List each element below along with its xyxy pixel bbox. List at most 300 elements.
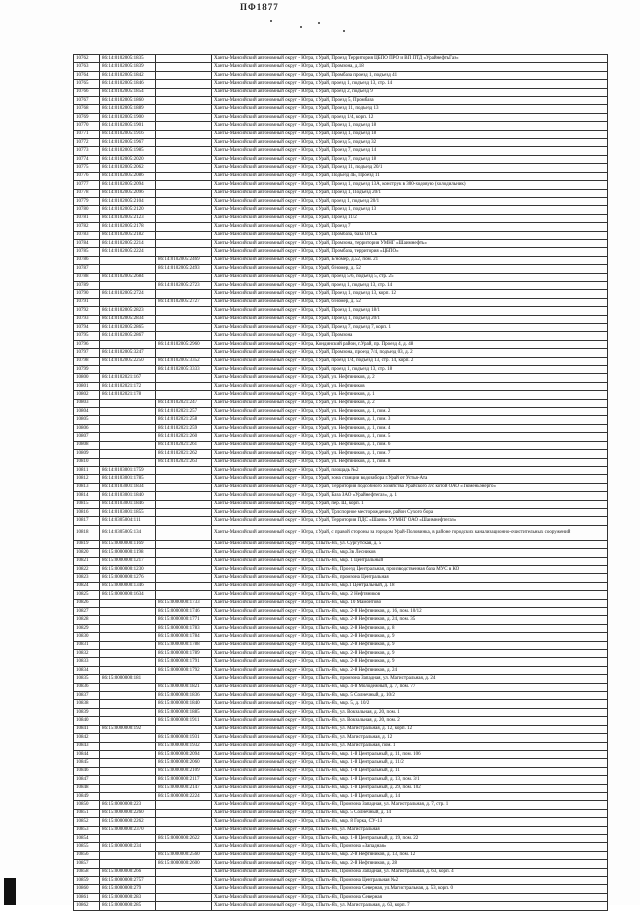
row-number: 10862 [74,902,100,910]
table-row [74,324,608,332]
cadastral-number: 86:14:0102021:172 [100,382,156,390]
address-cell: Ханты-Мансийский автономный округ - Югра, г.Пыть-Ях, мкр. 10 Мамонтово [212,599,608,607]
cadastral-number-alt [156,223,212,231]
cadastral-number-alt [156,315,212,323]
table-row [74,290,608,298]
row-number: 10772 [74,139,100,147]
address-cell: Ханты-Мансийский автономный округ - Югра, г.Урай, проезд 2, подъезд 9 [212,88,608,96]
row-number: 10846 [74,767,100,775]
row-number: 10803 [74,399,100,407]
address-cell: Ханты-Мансийский автономный округ - Югра, г.Урай, Проезд 1, Подъезд 20/1 [212,189,608,197]
address-cell: Ханты-Мансийский автономный округ - Югра, г.Пыть-Ях, мкр. 2-й Нефтяников, д. 9 [212,650,608,658]
table-row [74,197,608,205]
row-number: 10794 [74,324,100,332]
table-row [74,500,608,508]
cadastral-number-alt: 86:15:0000000:1932 [156,742,212,750]
cadastral-number-alt: 86:14:0102005:3352 [156,357,212,365]
cadastral-number-alt [156,147,212,155]
cadastral-number: 86:14:0102005:2104 [100,197,156,205]
address-cell: Ханты-Мансийский автономный округ - Югра, г.Пыть-Ях, ул. Вокзальная, д. 20, пом. 2 [212,717,608,725]
cadastral-number: 86:15:0000000:2262 [100,818,156,826]
address-cell: Ханты-Мансийский автономный округ - Югра, г.Пыть-Ях, мкр. 2-й Нефтяников, д. 8 [212,624,608,632]
scan-edge-mark [4,878,16,905]
cadastral-number: 86:14:0102005:2123 [100,214,156,222]
row-number: 10829 [74,624,100,632]
cadastral-number-alt [156,105,212,113]
cadastral-number [100,792,156,800]
address-cell: Ханты-Мансийский автономный округ - Югра, г.Пыть-Ях, ул. Сургутская, д. 5 [212,540,608,548]
cadastral-number-alt [156,475,212,483]
row-number: 10801 [74,382,100,390]
cadastral-number [100,256,156,264]
row-number: 10839 [74,708,100,716]
address-cell: Ханты-Мансийский автономный округ - Югра, г.Пыть-Ях, мкр. 8 Горка, СУ-13 [212,818,608,826]
cadastral-number: 86:14:0102005:1860 [100,97,156,105]
address-cell: Ханты-Мансийский автономный округ - Югра, г.Урай, Проезд 11, подъезд 20/1 [212,164,608,172]
cadastral-number-alt: 86:14:0102005:3333 [156,366,212,374]
cadastral-number-alt [156,868,212,876]
address-cell: Ханты-Мансийский автономный округ - Югра, г.Урай, Территория подсобного хозяйства Урайского л/с котой ОАО «Тюменьэнерго» [212,483,608,491]
table-row [74,265,608,273]
row-number: 10832 [74,650,100,658]
cadastral-number: 86:14:0305004:111 [100,517,156,525]
cadastral-number-alt: 86:14:0102005:2727 [156,298,212,306]
row-number: 10828 [74,616,100,624]
row-number: 10799 [74,366,100,374]
cadastral-number: 86:14:0102021:178 [100,391,156,399]
cadastral-number [100,692,156,700]
cadastral-number-alt [156,290,212,298]
row-number: 10763 [74,63,100,71]
cadastral-number-alt [156,172,212,180]
cadastral-number-alt: 86:14:0102021:263 [156,458,212,466]
address-cell: Ханты-Мансийский автономный округ - Югра, г.Урай, проезд 1/4, подъезд 13, стр. 14, корп. 2 [212,357,608,365]
cadastral-number-alt [156,349,212,357]
table-row [74,742,608,750]
table-row [74,776,608,784]
table-row [74,97,608,105]
row-number: 10806 [74,424,100,432]
cadastral-number-alt [156,525,212,540]
address-cell: Ханты-Мансийский автономный округ - Югра, г.Пыть-Ях, мкр. 2-й Нефтяников, д. 9 [212,658,608,666]
row-number: 10805 [74,416,100,424]
table-row [74,206,608,214]
cadastral-number-alt: 86:14:0102021:258 [156,416,212,424]
cadastral-number: 86:15:0000000:2370 [100,826,156,834]
row-number: 10815 [74,500,100,508]
cadastral-number [100,265,156,273]
row-number: 10778 [74,189,100,197]
cadastral-number [100,666,156,674]
address-cell: Ханты-Мансийский автономный округ - Югра, г.Урай, Территория ПДС «Шаим» УУМНГ ОАО «Шаимнефтегаз» [212,517,608,525]
row-number: 10792 [74,307,100,315]
cadastral-number-alt: 86:15:0000000:1836 [156,692,212,700]
cadastral-number-alt [156,122,212,130]
cadastral-number-alt: 86:15:0000000:2094 [156,750,212,758]
address-cell: Ханты-Мансийский автономный округ - Югра, г.Урай, ул. Нефтяников, д. 1, пом. 6 [212,441,608,449]
table-row [74,147,608,155]
table-row [74,214,608,222]
row-number: 10813 [74,483,100,491]
address-cell: Ханты-Мансийский автономный округ - Югра, г.Пыть-Ях, мкр. 5, д. 10/2 [212,700,608,708]
row-number: 10843 [74,742,100,750]
row-number: 10807 [74,433,100,441]
address-cell: Ханты-Мансийский автономный округ - Югра, г.Пыть-Ях, ул. Магистральная [212,826,608,834]
cadastral-number-alt [156,893,212,901]
row-number: 10795 [74,332,100,340]
cadastral-number: 86:14:0102005:2086 [100,172,156,180]
table-row [74,231,608,239]
cadastral-number-alt [156,877,212,885]
table-row [74,608,608,616]
row-number: 10791 [74,298,100,306]
cadastral-number [100,767,156,775]
address-cell: Ханты-Мансийский автономный округ - Югра, г.Урай, Проезд 7, подъезд 14 [212,147,608,155]
cadastral-number: 86:15:0000000:1346 [100,582,156,590]
row-number: 10782 [74,223,100,231]
address-cell: Ханты-Мансийский автономный округ - Югра, г.Пыть-Ях, мкр. 2-й Нефтяников, д. 28 [212,860,608,868]
cadastral-number-alt: 86:14:0102005:2960 [156,340,212,348]
table-row [74,332,608,340]
table-row [74,675,608,683]
address-cell: Ханты-Мансийский автономный округ - Югра, г.Пыть-Ях, мкр. 5 Солнечный, д. 10/2 [212,692,608,700]
cadastral-number-alt: 86:15:0000000:1784 [156,633,212,641]
header-stamp: ПФ1877 [240,2,279,12]
cadastral-number-alt: 86:15:0000000:1788 [156,641,212,649]
row-number: 10764 [74,71,100,79]
cadastral-number: 86:14:0102005:2865 [100,324,156,332]
cadastral-number-alt: 86:15:0000000:1746 [156,608,212,616]
table-row [74,55,608,63]
table-row [74,508,608,516]
cadastral-number-alt: 86:14:0102021:257 [156,408,212,416]
cadastral-number-alt [156,231,212,239]
cadastral-number-alt [156,71,212,79]
cadastral-number: 86:15:0000000:2757 [100,877,156,885]
address-cell: Ханты-Мансийский автономный округ - Югра, г.Пыть-Ях, мкр. 2-й Нефтяников, д. 16, пом. 10/12 [212,608,608,616]
table-row [74,340,608,348]
table-row [74,893,608,901]
row-number: 10849 [74,792,100,800]
row-number: 10788 [74,273,100,281]
row-number: 10861 [74,893,100,901]
row-number: 10783 [74,231,100,239]
row-number: 10787 [74,265,100,273]
table-row [74,492,608,500]
address-cell: Ханты-Мансийский автономный округ - Югра, г.Пыть-Ях, мкр. 1-й Центральный, д. 29, пом. 102 [212,784,608,792]
address-cell: Ханты-Мансийский автономный округ - Югра, г.Пыть-Ях, ул. Магистральная, д. 12 [212,734,608,742]
table-row [74,130,608,138]
address-cell: Ханты-Мансийский автономный округ - Югра, г.Пыть-Ях, мкр. 1-й Центральный, д. 13, пом. 3/1 [212,776,608,784]
row-number: 10811 [74,466,100,474]
cadastral-number-alt [156,307,212,315]
row-number: 10784 [74,239,100,247]
cadastral-number [100,717,156,725]
address-cell: Ханты-Мансийский автономный округ - Югра, г.Пыть-Ях, мкр. 1 Центральный [212,557,608,565]
cadastral-number-alt: 86:15:0000000:2622 [156,834,212,842]
cadastral-number: 86:14:0103001:1785 [100,475,156,483]
cadastral-number-alt: 86:15:0000000:2060 [156,759,212,767]
cadastral-number-alt [156,549,212,557]
cadastral-number-alt: 86:14:0102021:261 [156,441,212,449]
row-number: 10810 [74,458,100,466]
row-number: 10814 [74,492,100,500]
cadastral-number-alt [156,557,212,565]
cadastral-number-alt: 86:14:0102021:259 [156,424,212,432]
cadastral-number-alt [156,239,212,247]
cadastral-number-alt: 86:15:0000000:2109 [156,767,212,775]
address-cell: Ханты-Мансийский автономный округ - Югра, г.Пыть-Ях, ул. Магистральная, пом. 1 [212,742,608,750]
cadastral-number [100,416,156,424]
table-row [74,164,608,172]
address-cell: Ханты-Мансийский автономный округ - Югра, г.Урай, ул. Нефтяников, д. 1, пом. 3 [212,416,608,424]
row-number: 10821 [74,557,100,565]
address-cell: Ханты-Мансийский автономный округ - Югра, г.Урай, зона станции водозабора г.Урай от Устья-Ата [212,475,608,483]
row-number: 10835 [74,675,100,683]
table-row [74,155,608,163]
cadastral-number-alt [156,466,212,474]
cadastral-number-alt: 86:15:0000000:1789 [156,650,212,658]
row-number: 10779 [74,197,100,205]
address-cell: Ханты-Мансийский автономный округ - Югра, г.Пыть-Ях, мкр. 2-й Нефтяников, д. 24, пом. 35 [212,616,608,624]
row-number: 10827 [74,608,100,616]
row-number: 10859 [74,877,100,885]
address-cell: Ханты-Мансийский автономный округ - Югра, г.Пыть-Ях, мкр. 2-й Нефтяников, д. 9 [212,633,608,641]
address-cell: Ханты-Мансийский автономный округ - Югра, г.Урай, пер. Ш, корп. 1 [212,500,608,508]
cadastral-number-alt [156,139,212,147]
address-cell: Ханты-Мансийский автономный округ - Югра, г.Урай, Проезд 1, подъезд 18/1 [212,307,608,315]
cadastral-number [100,641,156,649]
cadastral-number: 86:15:0000000:223 [100,801,156,809]
cadastral-number-alt [156,181,212,189]
row-number: 10837 [74,692,100,700]
table-row [74,851,608,859]
cadastral-number-alt [156,492,212,500]
row-number: 10824 [74,582,100,590]
table-row [74,63,608,71]
row-number: 10857 [74,860,100,868]
address-cell: Ханты-Мансийский автономный округ - Югра, г.Пыть-Ях, Промзона Северная [212,893,608,901]
address-cell: Ханты-Мансийский автономный округ - Югра, г.Пыть-Ях, мкр.1 Центральный, д. 18 [212,582,608,590]
cadastral-number-alt [156,164,212,172]
address-cell: Ханты-Мансийский автономный округ - Югра, г.Пыть-Ях, мкр. 2-й Нефтяников, д. 24 [212,666,608,674]
address-cell: Ханты-Мансийский автономный округ - Югра, г.Урай, Трлспорное месторождение, район Сухого бора [212,508,608,516]
address-cell: Ханты-Мансийский автономный округ - Югра, г.Пыть-Ях, Промзона Центральная №2 [212,877,608,885]
cadastral-number-alt [156,197,212,205]
cadastral-number-alt: 86:14:0102021:262 [156,450,212,458]
scan-speck [300,26,302,28]
cadastral-number-alt [156,574,212,582]
table-row [74,826,608,834]
cadastral-number: 86:14:0102005:1901 [100,122,156,130]
address-cell: Ханты-Мансийский автономный округ - Югра, г.Урай, Проезд 7 [212,223,608,231]
cadastral-number [100,441,156,449]
cadastral-number: 86:14:0102005:1889 [100,105,156,113]
cadastral-number [100,624,156,632]
table-row [74,113,608,121]
scan-speck [318,22,320,24]
cadastral-number [100,650,156,658]
cadastral-number: 86:15:0000000:279 [100,885,156,893]
table-row [74,105,608,113]
cadastral-number [100,784,156,792]
table-row [74,349,608,357]
cadastral-number [100,433,156,441]
cadastral-number-alt: 86:15:0000000:2560 [156,851,212,859]
cadastral-number: 86:14:0102005:1900 [100,113,156,121]
cadastral-number: 86:15:0000000:1634 [100,591,156,599]
cadastral-number: 86:14:0102005:2867 [100,332,156,340]
table-row [74,750,608,758]
table-row [74,860,608,868]
cadastral-number-alt [156,273,212,281]
cadastral-number: 86:15:0000000:1198 [100,549,156,557]
cadastral-number [100,834,156,842]
row-number: 10766 [74,88,100,96]
cadastral-number-alt: 86:15:0000000:2117 [156,776,212,784]
cadastral-number: 86:15:0000000:1169 [100,540,156,548]
row-number: 10841 [74,725,100,733]
address-cell: Ханты-Мансийский автономный округ - Югра, г.Урай, проезд 1, подъезд 13, стр. 18 [212,366,608,374]
cadastral-number [100,750,156,758]
row-number: 10802 [74,391,100,399]
cadastral-number-alt [156,885,212,893]
table-row [74,189,608,197]
cadastral-number-alt [156,801,212,809]
address-cell: Ханты-Мансийский автономный округ - Югра, г.Урай, б/номер, д. 52 [212,298,608,306]
cadastral-number-alt [156,88,212,96]
cadastral-number [100,683,156,691]
cadastral-number-alt: 86:15:0000000:1791 [156,658,212,666]
row-number: 10845 [74,759,100,767]
cadastral-number-alt [156,565,212,573]
cadastral-number: 86:15:0000000:181 [100,675,156,683]
address-cell: Ханты-Мансийский автономный округ - Югра, г.Урай, Промбаза, база ОГСБ [212,231,608,239]
row-number: 10775 [74,164,100,172]
row-number: 10774 [74,155,100,163]
cadastral-number: 86:14:0102005:1835 [100,55,156,63]
cadastral-number: 86:15:0000000:234 [100,843,156,851]
row-number: 10780 [74,206,100,214]
row-number: 10769 [74,113,100,121]
address-cell: Ханты-Мансийский автономный округ - Югра, г.Урай, Проезд 5, подъезд 32 [212,139,608,147]
address-cell: Ханты-Мансийский автономный округ - Югра, г.Пыть-Ях, мкр. 2-й Нефтяников, д. 9 [212,641,608,649]
row-number: 10830 [74,633,100,641]
address-cell: Ханты-Мансийский автономный округ - Югра, г.Пыть-Ях, мкр. 1-й Центральный, д. 11, пом. 106 [212,750,608,758]
cadastral-number [100,776,156,784]
cadastral-number [100,616,156,624]
cadastral-number-alt: 86:15:0000000:1821 [156,683,212,691]
address-cell: Ханты-Мансийский автономный округ - Югра, г.Урай, Б/номер, д.52, пом. 21 [212,256,608,264]
table-row [74,80,608,88]
address-cell: Ханты-Мансийский автономный округ - Югра, г.Урай, с правой стороны за городом Урай-Половинка, в районе городских канализационно-очистительных сооружений [212,525,608,540]
table-row [74,315,608,323]
cadastral-number: 86:14:0102005:1846 [100,80,156,88]
cadastral-number-alt: 86:15:0000000:2147 [156,784,212,792]
row-number: 10858 [74,868,100,876]
address-cell: Ханты-Mансийский автономный округ - Югра, г.Урай, Промзона, проезд 7/4, подъезд 03, д. 2 [212,349,608,357]
table-row [74,307,608,315]
cadastral-number-alt [156,508,212,516]
table-row [74,549,608,557]
table-row [74,172,608,180]
cadastral-number [100,633,156,641]
row-number: 10765 [74,80,100,88]
table-row [74,784,608,792]
table-row [74,298,608,306]
row-number: 10804 [74,408,100,416]
table-row [74,181,608,189]
address-cell: Ханты-Мансийский автономный округ - Югра, г.Урай, ул. Нефтяников, д. 1, пом. 2 [212,408,608,416]
cadastral-number: 86:14:0102005:2120 [100,206,156,214]
row-number: 10853 [74,826,100,834]
cadastral-number-alt: 86:15:0000000:1783 [156,624,212,632]
row-number: 10833 [74,658,100,666]
table-row [74,868,608,876]
cadastral-number: 86:14:0102005:2823 [100,307,156,315]
cadastral-number [100,599,156,607]
cadastral-number: 86:14:0102005:2094 [100,181,156,189]
cadastral-number: 86:15:0000000:266 [100,868,156,876]
cadastral-number [100,298,156,306]
table-row [74,599,608,607]
cadastral-number: 86:15:0000000:1217 [100,557,156,565]
address-cell: Ханты-Мансийский автономный округ - Югра, г.Урай, б/номер, д. 52 [212,265,608,273]
row-number: 10840 [74,717,100,725]
cadastral-number: 86:14:0102005:2224 [100,248,156,256]
cadastral-number-alt [156,206,212,214]
address-cell: Ханты-Мансийский автономный округ - Югра, г.Урай, проезд 1, подъезд 13, стр. 14 [212,281,608,289]
cadastral-number: 86:14:0103001:1846 [100,500,156,508]
address-cell: Ханты-Мансийский автономный округ - Югра, г.Урай, Промзона, д.18 [212,63,608,71]
cadastral-number [100,340,156,348]
cadastral-number: 86:14:0102005:2724 [100,290,156,298]
cadastral-number: 86:14:0102005:2834 [100,315,156,323]
address-cell: Ханты-Мансийский автономный округ - Югра, г.Урай, Проезд Территория ЦБПО ПРО и ВП ПТД «УрайнефтьГаз» [212,55,608,63]
cadastral-number: 86:14:0102005:1916 [100,130,156,138]
address-cell: Ханты-Мансийский автономный округ - Югра, г.Пыть-Ях, промзона Центральная [212,574,608,582]
cadastral-number [100,860,156,868]
cadastral-number: 86:15:0000000:1276 [100,574,156,582]
address-cell: Ханты-Мансийский автономный округ - Югра, г.Пыть-Ях, мкр. 2-й Нефтяников, д. 13, пом. 12 [212,851,608,859]
cadastral-number-alt [156,826,212,834]
address-cell: Ханты-Мансийский автономный округ - Югра, г.Пыть-Ях, мкр. 2 Нефтяников [212,591,608,599]
row-number: 10812 [74,475,100,483]
cadastral-number-alt [156,214,212,222]
row-number: 10781 [74,214,100,222]
cadastral-number-alt [156,517,212,525]
row-number: 10826 [74,599,100,607]
registry-table-body [74,55,608,911]
cadastral-number-alt [156,818,212,826]
cadastral-number: 86:15:0000000:2260 [100,809,156,817]
cadastral-number: 86:14:0102005:1854 [100,88,156,96]
row-number: 10767 [74,97,100,105]
table-row [74,759,608,767]
row-number: 10818 [74,525,100,540]
row-number: 10771 [74,130,100,138]
cadastral-number-alt: 86:15:0000000:1771 [156,616,212,624]
cadastral-number-alt [156,97,212,105]
address-cell: Ханты-Мансийский автономный округ - Югра, г.Пыть-Ях, мкр.3в Лесников [212,549,608,557]
address-cell: Ханты-Мансийский автономный округ - Югра, г.Пыть-Ях, мкр. 1-й Центральный, д. 14 [212,792,608,800]
cadastral-number-alt [156,902,212,910]
table-row [74,692,608,700]
address-cell: Ханты-Мансийский автономный округ - Югра, г.Урай, проезд 5/6, подъезд 5, стр. 25 [212,273,608,281]
row-number: 10834 [74,666,100,674]
row-number: 10856 [74,851,100,859]
table-row [74,574,608,582]
